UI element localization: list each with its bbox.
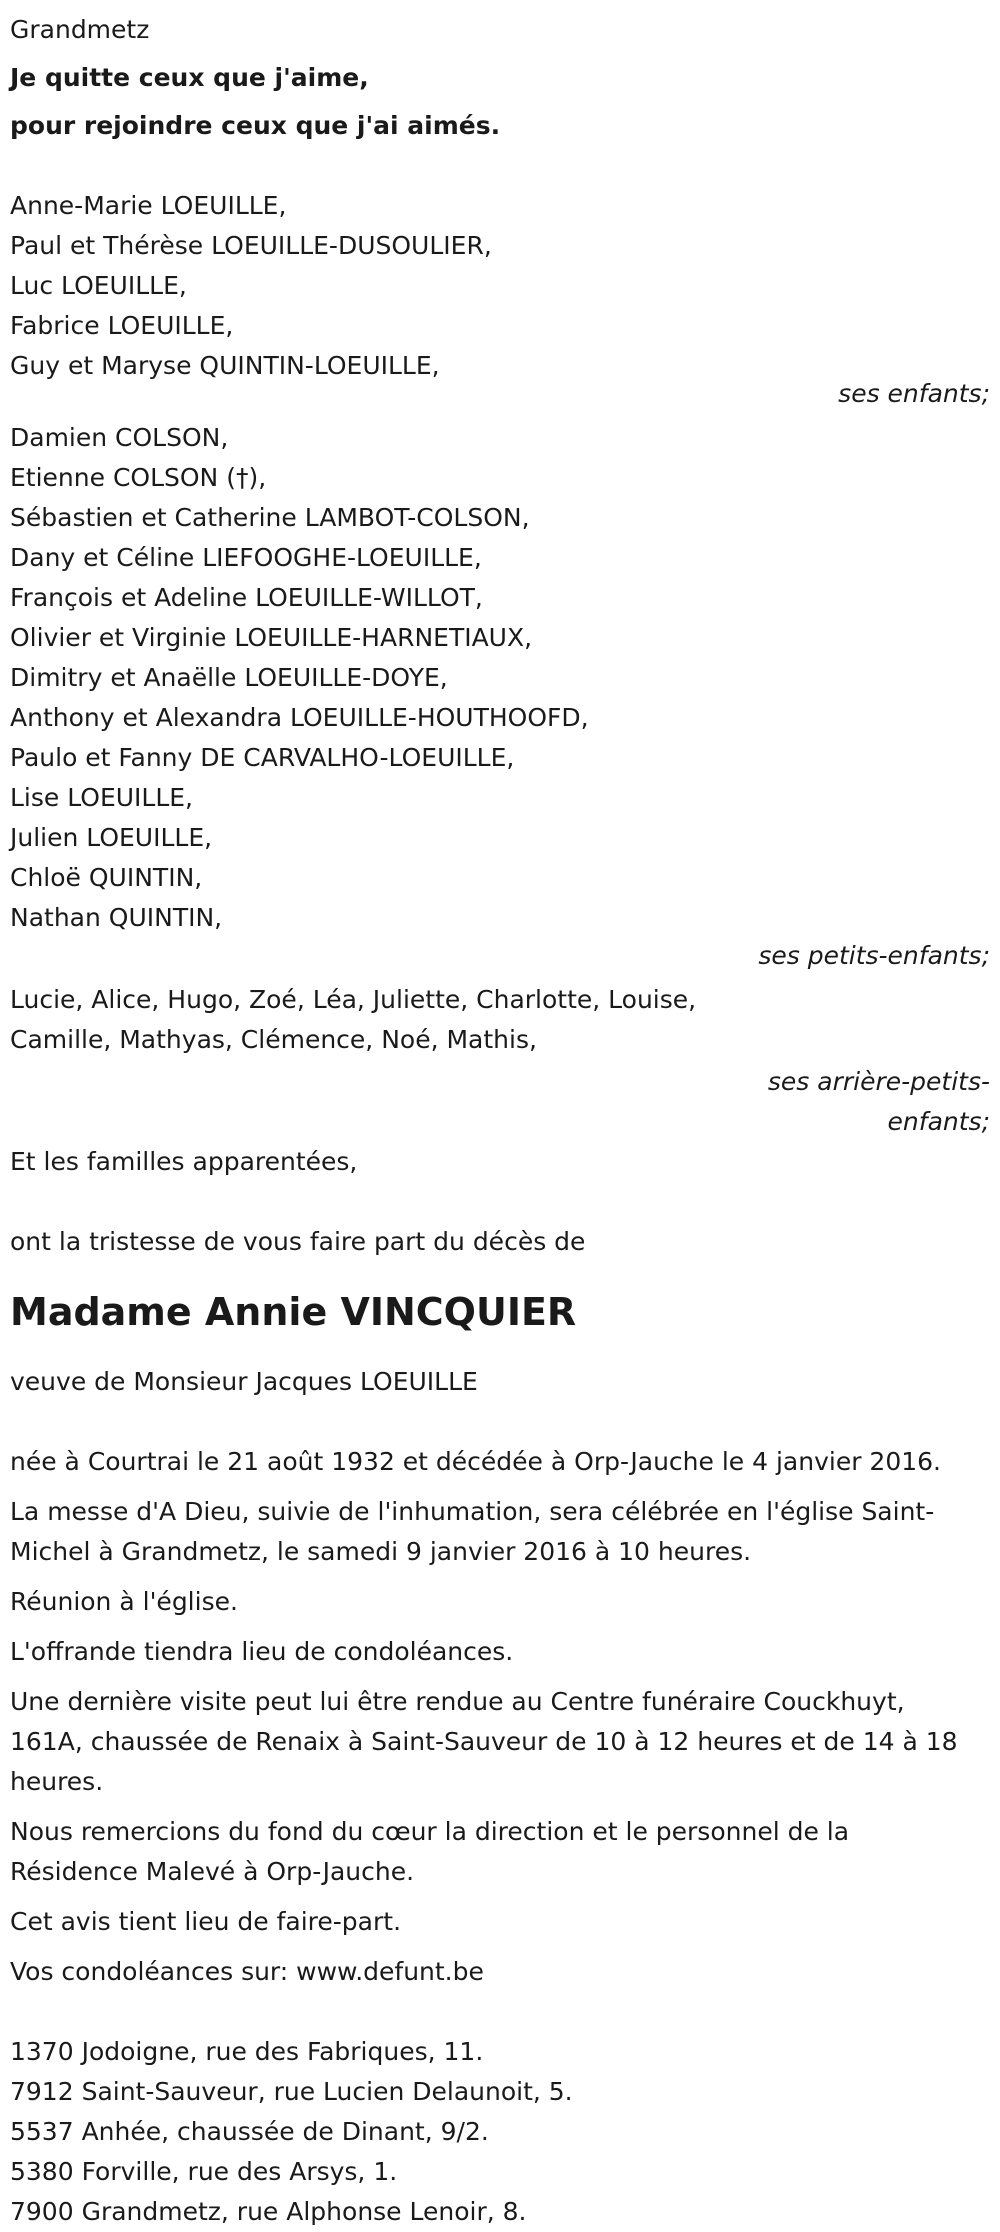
addresses-list bbox=[10, 2032, 990, 2232]
visit-line-3: heures. bbox=[10, 1767, 104, 1796]
list-item: Dimitry et Anaëlle LOEUILLE-DOYE, bbox=[10, 663, 448, 692]
thanks-line-1: Nous remercions du fond du cœur la direction et le personnel de la bbox=[10, 1817, 850, 1846]
list-item: Olivier et Virginie LOEUILLE-HARNETIAUX, bbox=[10, 623, 533, 652]
list-item: Lucie, Alice, Hugo, Zoé, Léa, Juliette, Charlotte, Louise, bbox=[10, 985, 697, 1014]
list-item: Chloë QUINTIN, bbox=[10, 863, 203, 892]
great-grandchildren-list bbox=[10, 980, 990, 1060]
notice-line: Cet avis tient lieu de faire-part. bbox=[10, 1907, 402, 1936]
list-item: François et Adeline LOEUILLE-WILLOT, bbox=[10, 583, 483, 612]
list-item: Camille, Mathyas, Clémence, Noé, Mathis, bbox=[10, 1025, 537, 1054]
families-line: Et les familles apparentées, bbox=[10, 1147, 358, 1176]
announcement-line: ont la tristesse de vous faire part du décès de bbox=[10, 1227, 586, 1256]
address-item: 7912 Saint-Sauveur, rue Lucien Delaunoit, 5. bbox=[10, 2077, 573, 2106]
visit-line-1: Une dernière visite peut lui être rendue au Centre funéraire Couckhuyt, bbox=[10, 1687, 905, 1716]
location-header: Grandmetz bbox=[10, 15, 150, 44]
list-item: Lise LOEUILLE, bbox=[10, 783, 194, 812]
great-grandchildren-qualifier-1: ses arrière-petits- bbox=[767, 1067, 990, 1096]
list-item: Damien COLSON, bbox=[10, 423, 229, 452]
mass-paragraph bbox=[10, 1492, 990, 1572]
address-item: 1370 Jodoigne, rue des Fabriques, 11. bbox=[10, 2037, 484, 2066]
grandchildren-qualifier: ses petits-enfants; bbox=[758, 941, 990, 970]
address-item: 7900 Grandmetz, rue Alphonse Lenoir, 8. bbox=[10, 2197, 527, 2226]
visit-paragraph bbox=[10, 1682, 990, 1802]
list-item: Guy et Maryse QUINTIN-LOEUILLE, bbox=[10, 351, 440, 380]
list-item: Dany et Céline LIEFOOGHE-LOEUILLE, bbox=[10, 543, 482, 572]
mass-line-2: Michel à Grandmetz, le samedi 9 janvier 2016 à 10 heures. bbox=[10, 1537, 752, 1566]
thanks-line-2: Résidence Malevé à Orp-Jauche. bbox=[10, 1857, 415, 1886]
offering-line: L'offrande tiendra lieu de condoléances. bbox=[10, 1637, 514, 1666]
list-item: Nathan QUINTIN, bbox=[10, 903, 223, 932]
list-item: Paul et Thérèse LOEUILLE-DUSOULIER, bbox=[10, 231, 492, 260]
mass-line-1: La messe d'A Dieu, suivie de l'inhumation, sera célébrée en l'église Saint- bbox=[10, 1497, 935, 1526]
grandchildren-list bbox=[10, 418, 990, 938]
condolences-line: Vos condoléances sur: www.defunt.be bbox=[10, 1957, 484, 1986]
list-item: Fabrice LOEUILLE, bbox=[10, 311, 234, 340]
widow-of-line: veuve de Monsieur Jacques LOEUILLE bbox=[10, 1367, 478, 1396]
list-item: Etienne COLSON (†), bbox=[10, 463, 267, 492]
thanks-paragraph bbox=[10, 1812, 990, 1892]
list-item: Anthony et Alexandra LOEUILLE-HOUTHOOFD, bbox=[10, 703, 589, 732]
list-item: Luc LOEUILLE, bbox=[10, 271, 187, 300]
great-grandchildren-qualifier-2: enfants; bbox=[887, 1107, 990, 1136]
children-qualifier: ses enfants; bbox=[838, 379, 990, 408]
meeting-line: Réunion à l'église. bbox=[10, 1587, 238, 1616]
visit-line-2: 161A, chaussée de Renaix à Saint-Sauveur de 10 à 12 heures et de 14 à 18 bbox=[10, 1727, 958, 1756]
obituary-notice bbox=[10, 10, 990, 2232]
quote-line-1: Je quitte ceux que j'aime, bbox=[10, 63, 369, 92]
list-item: Julien LOEUILLE, bbox=[10, 823, 213, 852]
children-list bbox=[10, 186, 990, 386]
deceased-name: Madame Annie VINCQUIER bbox=[10, 1290, 577, 1334]
list-item: Sébastien et Catherine LAMBOT-COLSON, bbox=[10, 503, 530, 532]
list-item: Anne-Marie LOEUILLE, bbox=[10, 191, 287, 220]
birth-death-line: née à Courtrai le 21 août 1932 et décédée à Orp-Jauche le 4 janvier 2016. bbox=[10, 1447, 941, 1476]
address-item: 5537 Anhée, chaussée de Dinant, 9/2. bbox=[10, 2117, 489, 2146]
list-item: Paulo et Fanny DE CARVALHO-LOEUILLE, bbox=[10, 743, 515, 772]
quote-line-2: pour rejoindre ceux que j'ai aimés. bbox=[10, 111, 501, 140]
address-item: 5380 Forville, rue des Arsys, 1. bbox=[10, 2157, 398, 2186]
